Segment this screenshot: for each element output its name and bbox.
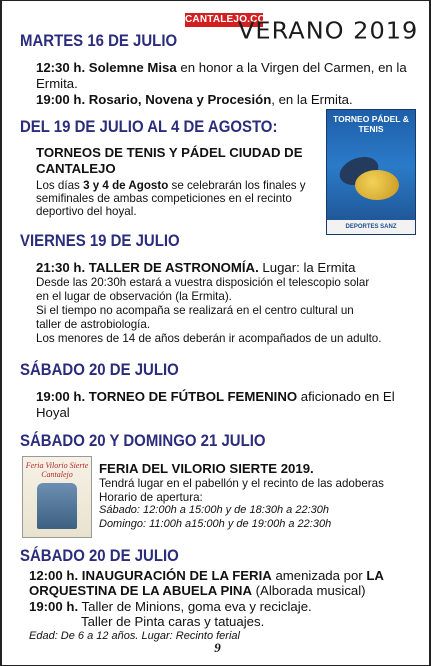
poster-title: TORNEO PÁDEL & TENIS [333, 114, 409, 134]
poster-figure-graphic [37, 483, 77, 529]
event-line: 19:00 h. TORNEO DE FÚTBOL FEMENINO aficionado en El [36, 389, 395, 404]
event-line: 21:30 h. TALLER DE ASTRONOMÍA. Lugar: la Ermita [36, 260, 356, 275]
section-heading-torneos: DEL 19 DE JULIO AL 4 DE AGOSTO: [20, 117, 278, 136]
event-title: CANTALEJO [36, 161, 116, 176]
ball-graphic [355, 170, 399, 200]
event-line: Tendrá lugar en el pabellón y el recinto de las adoberas [99, 477, 384, 490]
event-line: Desde las 20:30h estará a vuestra disposición el telescopio solar [36, 276, 370, 289]
event-line: Ermita. [36, 76, 78, 91]
event-line: 12:30 h. Solemne Misa en honor a la Virgen del Carmen, en la [36, 60, 407, 75]
event-line: en el lugar de observación (la Ermita). [36, 290, 232, 303]
section-heading-martes-16: MARTES 16 DE JULIO [20, 31, 178, 50]
poster-sponsor: DEPORTES SANZ [327, 220, 415, 234]
schedule-line: Domingo: 11:00h a15:00h y de 19:00h a 22:30h [99, 518, 332, 530]
event-line: 12:00 h. INAUGURACIÓN DE LA FERIA amenizada por LA [29, 568, 384, 583]
feria-poster-image [22, 456, 92, 538]
event-line: Horario de apertura: [99, 491, 203, 504]
tournament-poster-image [326, 109, 416, 235]
site-stamp[interactable]: CANTALEJO.COM [185, 14, 275, 25]
poster-title: Feria Vilorio Sierte Cantalejo [25, 461, 89, 479]
event-line: 19:00 h. Taller de Minions, goma eva y reciclaje. [29, 599, 312, 614]
season-title: VERANO 2019 [238, 17, 419, 45]
event-line: deportivo del hoyal. [36, 205, 137, 218]
event-line: taller de astrobiología. [36, 318, 151, 331]
event-line: semifinales de ambas competiciones en el recinto [36, 192, 292, 205]
event-line: Hoyal [36, 405, 70, 420]
section-heading-sabado-domingo: SÁBADO 20 Y DOMINGO 21 JULIO [20, 431, 266, 450]
event-title: TORNEOS DE TENIS Y PÁDEL CIUDAD DE [36, 145, 303, 160]
schedule-line: Sábado: 12:00h a 15:00h y de 18:30h a 22:30h [99, 504, 329, 516]
section-heading-sabado-20-feria: SÁBADO 20 DE JULIO [20, 546, 179, 565]
event-line: ORQUESTINA DE LA ABUELA PINA (Alborada musical) [29, 583, 366, 598]
section-heading-viernes-19: VIERNES 19 DE JULIO [20, 231, 180, 250]
section-heading-sabado-20: SÁBADO 20 DE JULIO [20, 360, 179, 379]
event-line: Los días 3 y 4 de Agosto se celebrarán los finales y [36, 179, 306, 192]
event-title: FERIA DEL VILORIO SIERTE 2019. [99, 461, 314, 476]
event-line: Los menores de 14 de años deberán ir acompañados de un adulto. [36, 332, 382, 345]
event-line: 19:00 h. Rosario, Novena y Procesión, en la Ermita. [36, 92, 353, 107]
event-note: Edad: De 6 a 12 años. Lugar: Recinto ferial [29, 630, 240, 642]
event-line: Si el tiempo no acompaña se realizará en el centro cultural un [36, 304, 354, 317]
event-line: Taller de Pinta caras y tatuajes. [81, 614, 265, 629]
page-number: 9 [214, 640, 221, 655]
